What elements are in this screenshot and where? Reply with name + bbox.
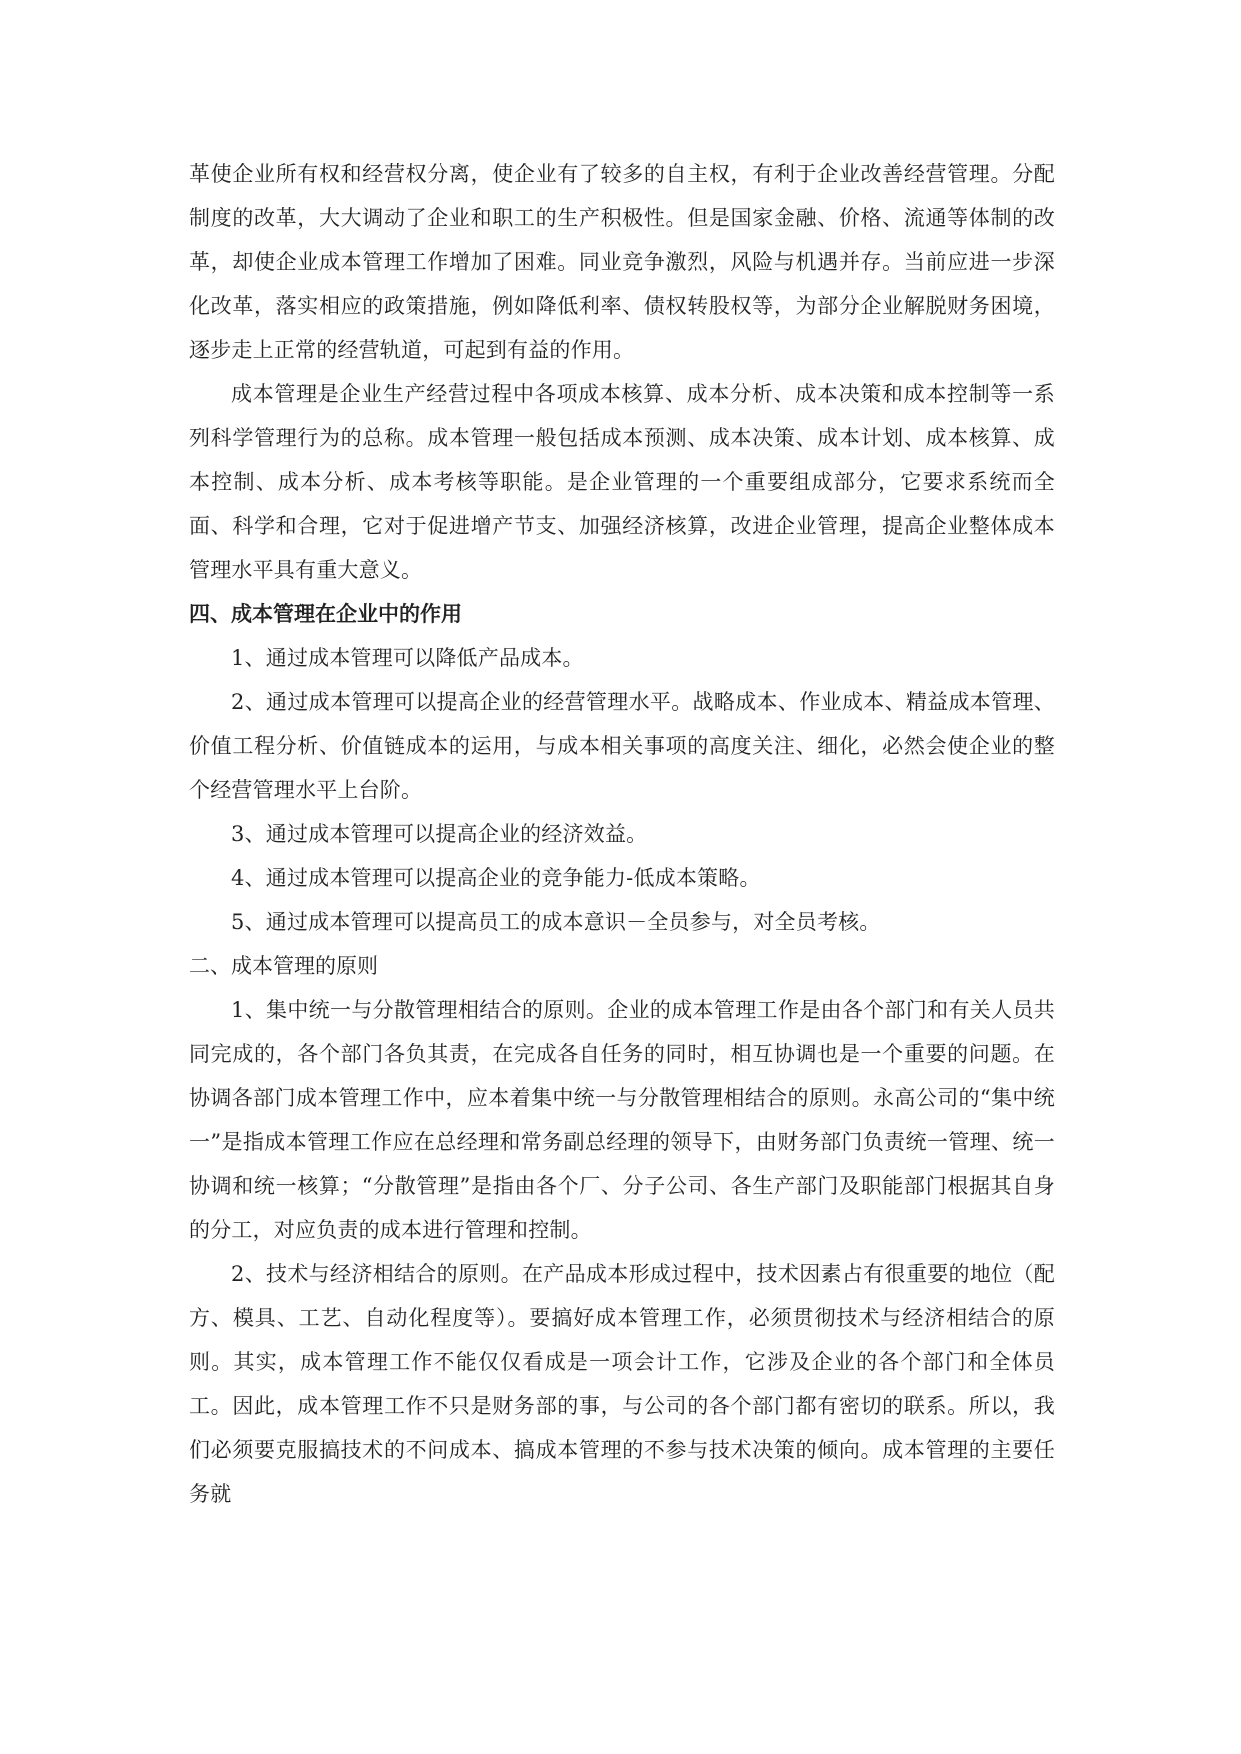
section-heading: 四、成本管理在企业中的作用	[189, 602, 462, 626]
paragraph: 成本管理是企业生产经营过程中各项成本核算、成本分析、成本决策和成本控制等一系列科学管理行为的总称。成本管理一般包括成本预测、成本决策、成本计划、成本核算、成本控制、成本分析、成本考核等职能。是企业管理的一个重要组成部分，它要求系统而全面、科学和合理，它对于促进增产节支、加强经济核算，改进企业管理，提高企业整体成本管理水平具有重大意义。	[189, 382, 1055, 582]
paragraph: 革使企业所有权和经营权分离，使企业有了较多的自主权，有利于企业改善经营管理。分配制度的改革，大大调动了企业和职工的生产积极性。但是国家金融、价格、流通等体制的改革，却使企业成本管理工作增加了困难。同业竞争激烈，风险与机遇并存。当前应进一步深化改革，落实相应的政策措施，例如降低利率、债权转股权等，为部分企业解脱财务困境，逐步走上正常的经营轨道，可起到有益的作用。	[189, 162, 1055, 362]
list-item: 1、通过成本管理可以降低产品成本。	[231, 646, 584, 670]
list-item: 1、集中统一与分散管理相结合的原则。企业的成本管理工作是由各个部门和有关人员共同完成的，各个部门各负其责，在完成各自任务的同时，相互协调也是一个重要的问题。在协调各部门成本管理工作中，应本着集中统一与分散管理相结合的原则。永高公司的“集中统一”是指成本管理工作应在总经理和常务副总经理的领导下，由财务部门负责统一管理、统一协调和统一核算；“分散管理”是指由各个厂、分子公司、各生产部门及职能部门根据其自身的分工，对应负责的成本进行管理和控制。	[189, 998, 1055, 1242]
section-title: 二、成本管理的原则	[189, 954, 378, 978]
document-body	[189, 152, 1055, 1516]
list-item: 2、技术与经济相结合的原则。在产品成本形成过程中，技术因素占有很重要的地位（配方、模具、工艺、自动化程度等）。要搞好成本管理工作，必须贯彻技术与经济相结合的原则。其实，成本管理工作不能仅仅看成是一项会计工作，它涉及企业的各个部门和全体员工。因此，成本管理工作不只是财务部的事，与公司的各个部门都有密切的联系。所以，我们必须要克服搞技术的不问成本、搞成本管理的不参与技术决策的倾向。成本管理的主要任务就	[189, 1262, 1055, 1506]
list-item: 3、通过成本管理可以提高企业的经济效益。	[231, 822, 648, 846]
list-item: 4、通过成本管理可以提高企业的竞争能力-低成本策略。	[231, 866, 761, 890]
list-item: 5、通过成本管理可以提高员工的成本意识－全员参与，对全员考核。	[231, 910, 881, 934]
list-item: 2、通过成本管理可以提高企业的经营管理水平。战略成本、作业成本、精益成本管理、价值工程分析、价值链成本的运用，与成本相关事项的高度关注、细化，必然会使企业的整个经营管理水平上台阶。	[189, 690, 1055, 802]
